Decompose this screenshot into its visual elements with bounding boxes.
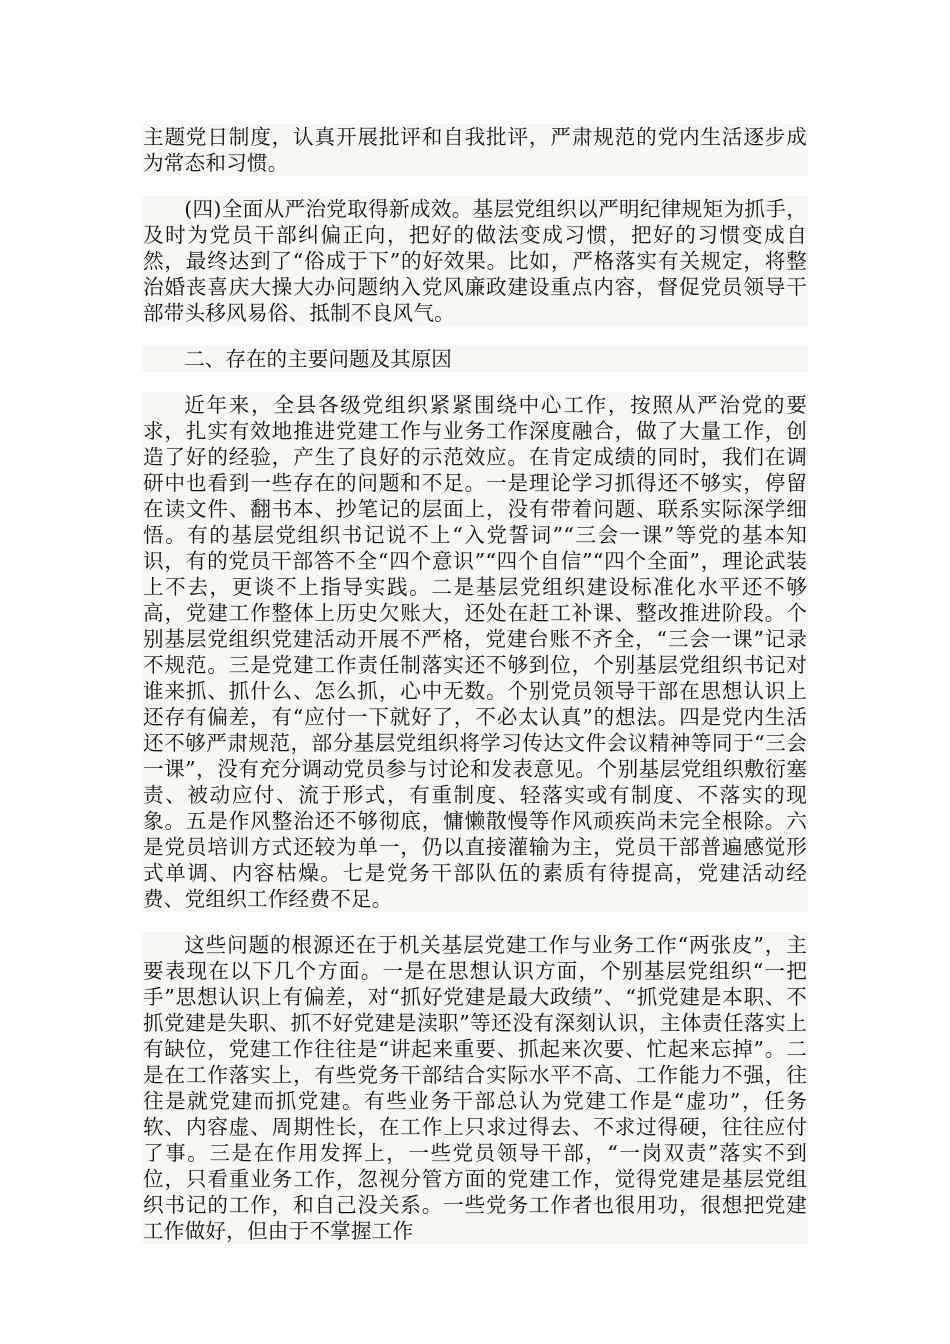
section-heading-main-problems: 二、存在的主要问题及其原因 <box>142 346 808 372</box>
paragraph-theme-party-day: 主题党日制度，认真开展批评和自我批评，严肃规范的党内生活逐步成为常态和习惯。 <box>143 125 807 175</box>
paragraph-strict-party-governance: (四)全面从严治党取得新成效。基层党组织以严明纪律规矩为抓手，及时为党员干部纠偏正向，把好的做法变成习惯，把好的习惯变成自然，最终达到了“俗成于下”的好效果。比如，严格落实有关规定，将整治婚丧喜庆大操大办问题纳入党风廉政建设重点内容，督促党员领导干部带头移风易俗、抵制不良风气。 <box>143 197 807 325</box>
paragraph-problem-roots: 这些问题的根源还在于机关基层党建工作与业务工作“两张皮”，主要表现在以下几个方面。一是在思想认识方面，个别基层党组织“一把手”思想认识上有偏差，对“抓好党建是最大政绩”、“抓党建是本职、不抓党建是失职、抓不好党建是渎职”等还没有深刻认识，主体责任落实上有缺位，党建工作往往是“讲起来重要、抓起来次要、忙起来忘掉”。二是在工作落实上，有些党务干部结合实际水平不高、工作能力不强，往往是就党建而抓党建。有些业务干部总认为党建工作是“虚功”，任务软、内容虚、周期性长，在工作上只求过得去、不求过得硬，往往应付了事。三是在作用发挥上，一些党员领导干部，“一岗双责”落实不到位，只看重业务工作，忽视分管方面的党建工作，觉得党建是基层党组织书记的工作，和自己没关系。一些党务工作者也很用功，很想把党建工作做好，但由于不掌握工作 <box>143 933 807 1243</box>
paragraph-existing-problems: 近年来，全县各级党组织紧紧围绕中心工作，按照从严治党的要求，扎实有效地推进党建工作与业务工作深度融合，做了大量工作，创造了好的经验，产生了良好的示范效应。在肯定成绩的同时，我们在调研中也看到一些存在的问题和不足。一是理论学习抓得还不够实，停留在读文件、翻书本、抄笔记的层面上，没有带着问题、联系实际深学细悟。有的基层党组织书记说不上“入党誓词”“三会一课”等党的基本知识，有的党员干部答不全“四个意识”“四个自信”“四个全面”，理论武装上不去，更谈不上指导实践。二是基层党组织建设标准化水平还不够高，党建工作整体上历史欠账大，还处在赶工补课、整改推进阶段。个别基层党组织党建活动开展不严格，党建台账不齐全，“三会一课”记录不规范。三是党建工作责任制落实还不够到位，个别基层党组织书记对谁来抓、抓什么、怎么抓，心中无数。个别党员领导干部在思想认识上还存有偏差，有“应付一下就好了，不必太认真”的想法。四是党内生活还不够严肃规范，部分基层党组织将学习传达文件会议精神等同于“三会一课”，没有充分调动党员参与讨论和发表意见。个别基层党组织敷衍塞责、被动应付、流于形式，有重制度、轻落实或有制度、不落实的现象。五是作风整治还不够彻底，慵懒散慢等作风顽疾尚未完全根除。六是党员培训方式还较为单一，仍以直接灌输为主，党员干部普遍感觉形式单调、内容枯燥。七是党务干部队伍的素质有待提高，党建活动经费、党组织工作经费不足。 <box>143 393 807 911</box>
document-page <box>142 124 808 1264</box>
